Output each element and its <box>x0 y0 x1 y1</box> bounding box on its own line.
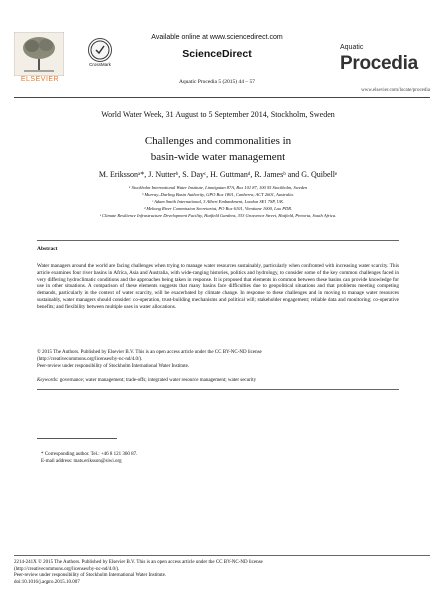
keywords <box>37 378 399 383</box>
crossmark-icon[interactable] <box>88 38 112 62</box>
corresponding-author: * Corresponding author. Tel.: +46 8 121 360 87. <box>41 452 138 457</box>
bottom-divider <box>14 555 430 556</box>
affiliation-b: ᵇ Murray–Darling Basin Authority, GPO Box 1801, Canberra, ACT 2601, Australia. <box>142 192 294 197</box>
doi[interactable]: doi:10.1016/j.aqpro.2015.10.007 <box>14 579 80 585</box>
license-link[interactable]: (http://creativecommons.org/licenses/by-nc-nd/4.0/). <box>37 357 143 362</box>
availability-line: Available online at www.sciencedirect.com <box>151 34 283 41</box>
journal-reference: Aquatic Procedia 5 (2015) 44 – 57 <box>178 79 256 85</box>
paper-title-line-1: Challenges and commonalities in <box>144 135 292 147</box>
affiliation-a: ᵃ Stockholm International Water Institute, Linnégatan 87A, Box 101 87, 100 55 Stockholm, Sweden <box>128 185 308 190</box>
affiliation-e: ᵉ Climate Resilience Infrastructure Development Facility, Hatfield Gardens, 333 Grosvenor Street, Hatfield, Pretoria, South Africa. <box>99 213 337 218</box>
paper-title-line-2: basin-wide water management <box>150 151 286 163</box>
author-list: M. Erikssonᵃ*, J. Nutterᵇ, S. Dayᶜ, H. Guttmanᵈ, R. Jamesᵇ and G. Quibellᵉ <box>98 170 338 179</box>
license-line-1: © 2015 The Authors. Published by Elsevier B.V. This is an open access article under the CC BY-NC-ND license <box>37 350 262 355</box>
abstract-top-divider <box>37 240 399 241</box>
journal-name-large: Procedia <box>340 53 418 74</box>
paper-title <box>0 133 436 165</box>
abstract-body: Water managers around the world are facing challenges when trying to manage water resources sustainably, particularly when confronted with increasing water scarcity. This article examines four river basins in Africa, Asia and Australia, with wide-ranging histories, politics and hydrology, to consider some of the key common challenges faced in very differing hydroclimatic conditions and the approaches being taken in response. It is proposed that elements in common between these basins can provide knowledge for use in other situations. A comparison of these elements suggests that many basins face difficulties due to geopolitical situations and that problems meeting competing demands, particularly in the context of water scarcity, will be exacerbated by climate change. In response to these challenges and in moving to manage water resources sustainably, water managers should consider: co-operation, trust-building mechanisms and political will; stakeholder engagement; reliable data and monitoring; co-operative benefits; and flexibility between multiple uses in water allocations. <box>37 263 399 310</box>
issn-copyright-line: 2214-241X © 2015 The Authors. Published by Elsevier B.V. This is an open access article under the CC BY-NC-ND license <box>14 560 263 565</box>
author-email[interactable]: E-mail address: mats.eriksson@siwi.org <box>41 459 122 464</box>
header-divider <box>14 97 430 98</box>
bottom-license-link[interactable]: (http://creativecommons.org/licenses/by-nc-nd/4.0/). <box>14 566 120 572</box>
affiliation-d: ᵈ Mekong River Commission Secretariat, PO Box 6101, Vientiane 1000, Lao PDR. <box>143 206 293 211</box>
crossmark-label: CrossMark <box>89 62 111 67</box>
footnote-divider <box>37 438 117 439</box>
conference-line: World Water Week, 31 August to 5 September 2014, Stockholm, Sweden <box>101 110 335 119</box>
bottom-copyright <box>14 560 430 586</box>
bottom-peer-review: Peer-review under responsibility of Stockholm International Water Institute. <box>14 573 167 579</box>
journal-url: www.elsevier.com/locate/procedia <box>361 88 430 93</box>
keywords-label: Keywords: <box>37 378 59 383</box>
journal-name-small: Aquatic <box>340 44 364 51</box>
keywords-text: governance; water management; trade-offs; integrated water resource management; water security <box>58 378 257 383</box>
platform-name: ScienceDirect <box>182 48 252 60</box>
peer-review-line: Peer-review under responsibility of Stockholm International Water Institute. <box>37 364 190 369</box>
abstract-heading: Abstract <box>37 246 58 252</box>
abstract-bottom-divider <box>37 389 399 390</box>
publisher-logo-label: ELSEVIER <box>20 76 60 83</box>
affiliation-c: ᶜ Adam Smith International, 3 Albert Embankment, London SE1 7SP, UK. <box>151 199 285 204</box>
